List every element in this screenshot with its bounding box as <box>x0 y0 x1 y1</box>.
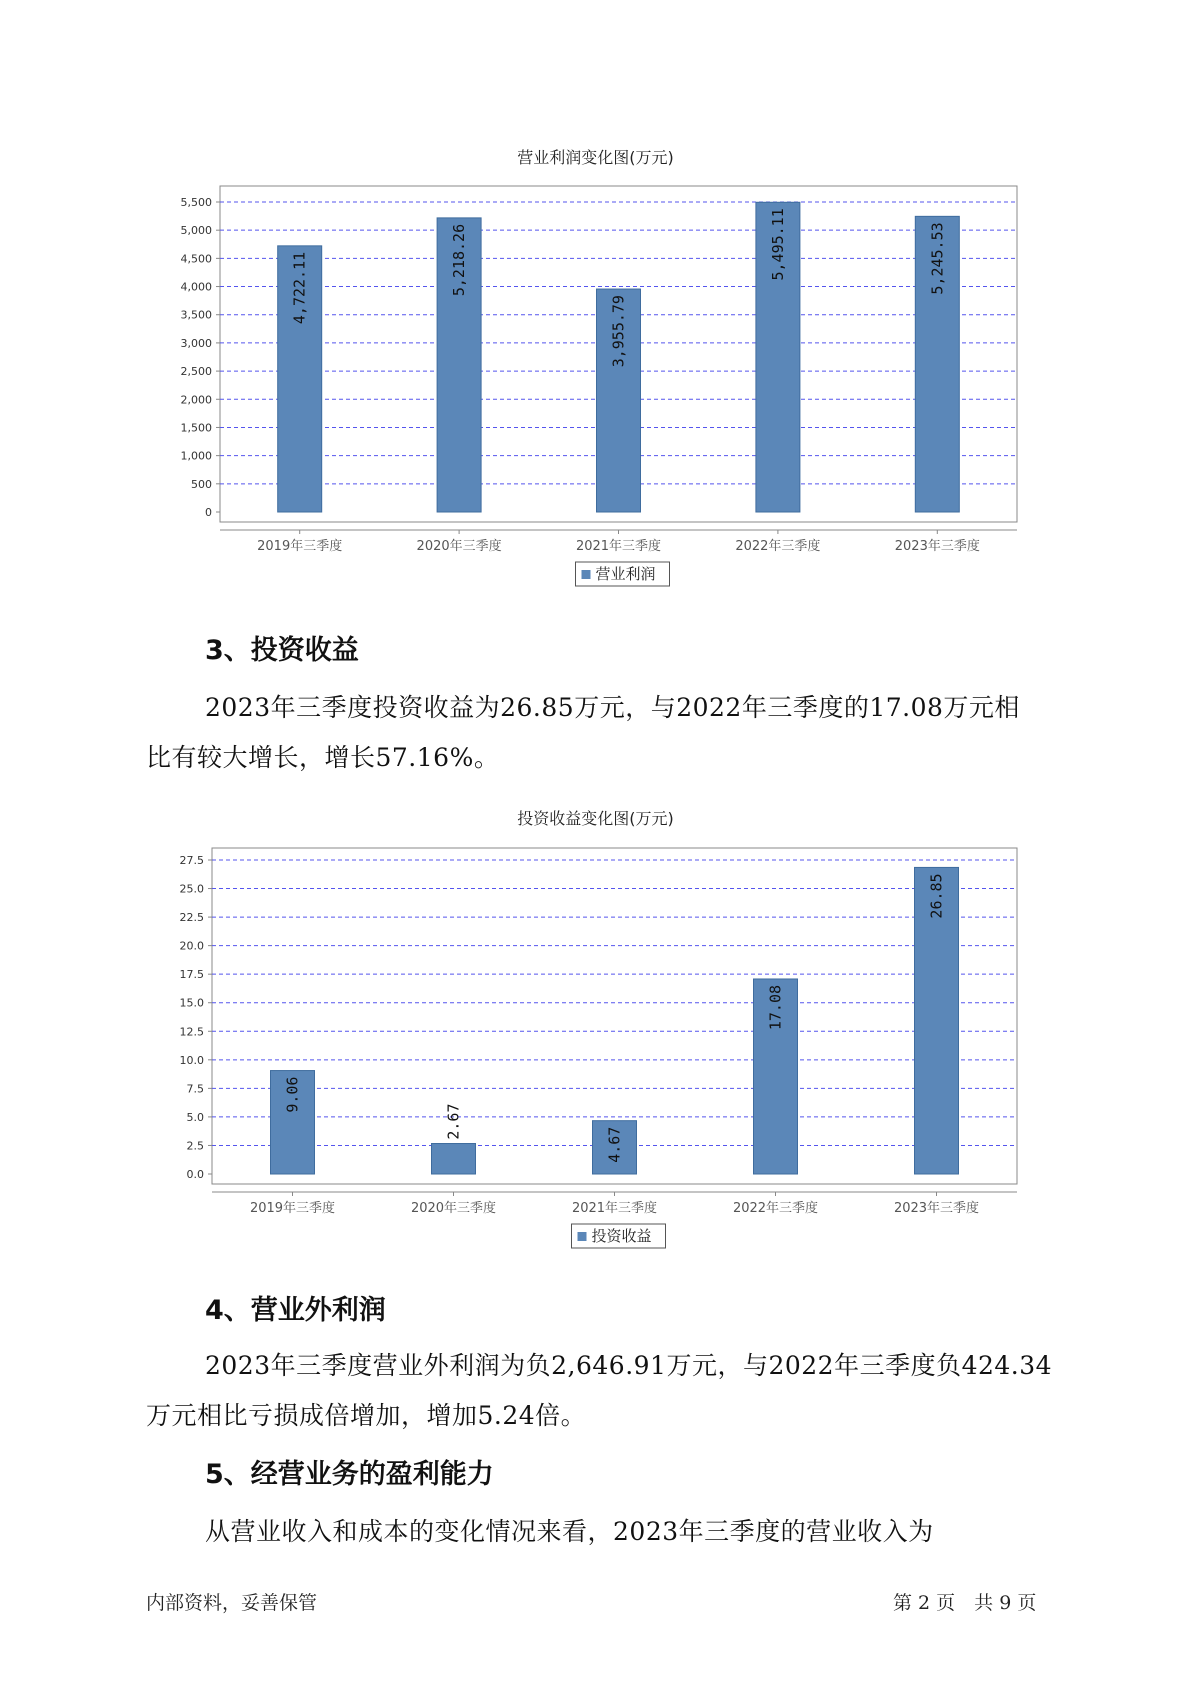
x-tick-label: 2020年三季度 <box>410 1201 497 1216</box>
x-tick-label: 2021年三季度 <box>575 539 662 554</box>
y-tick-label: 2,500 <box>180 365 212 379</box>
y-tick-label: 3,000 <box>180 336 212 350</box>
heading-investment-income: 3、投资收益 <box>205 635 359 666</box>
y-tick-label: 3,500 <box>180 308 212 322</box>
y-tick-label: 2,000 <box>180 393 212 407</box>
data-label: 5,245.53 <box>928 222 947 295</box>
y-tick-label: 20.0 <box>179 939 204 953</box>
y-tick-label: 12.5 <box>179 1025 204 1039</box>
data-label: 3,955.79 <box>609 295 628 368</box>
y-tick-label: 2.5 <box>186 1139 204 1153</box>
y-tick-label: 5,500 <box>180 196 212 209</box>
y-tick-label: 27.5 <box>179 854 204 867</box>
y-tick-label: 7.5 <box>186 1082 204 1096</box>
data-label: 5,495.11 <box>768 208 787 281</box>
x-tick-label: 2019年三季度 <box>249 1201 336 1216</box>
paragraph-line: 比有较大增长，增长57.16%。 <box>146 743 500 772</box>
footer-confidential: 内部资料，妥善保管 <box>146 1592 318 1614</box>
data-label: 2.67 <box>444 1103 463 1140</box>
y-tick-label: 1,500 <box>180 421 212 435</box>
y-tick-label: 4,500 <box>180 252 212 266</box>
y-tick-label: 4,000 <box>180 280 212 294</box>
y-tick-label: 22.5 <box>179 911 204 925</box>
footer-page-number: 第 2 页 共 9 页 <box>893 1592 1037 1614</box>
data-label: 4.67 <box>605 1126 624 1163</box>
x-tick-label: 2022年三季度 <box>735 539 821 554</box>
chart-title-operating-profit: 营业利润变化图(万元) <box>517 148 674 167</box>
y-tick-label: 500 <box>191 477 212 491</box>
y-tick-label: 5.0 <box>186 1110 204 1124</box>
y-tick-label: 0 <box>205 506 212 519</box>
y-tick-label: 1,000 <box>180 449 212 463</box>
legend-swatch <box>578 1232 587 1241</box>
y-tick-label: 0.0 <box>186 1168 204 1181</box>
y-tick-label: 25.0 <box>179 882 204 896</box>
legend-label: 投资收益 <box>591 1227 652 1245</box>
legend-label: 营业利润 <box>595 565 656 583</box>
x-tick-label: 2020年三季度 <box>416 539 502 554</box>
x-tick-label: 2022年三季度 <box>732 1201 819 1216</box>
data-label: 5,218.26 <box>450 223 469 297</box>
paragraph-line: 万元相比亏损成倍增加，增加5.24倍。 <box>146 1401 587 1430</box>
data-label: 4,722.11 <box>290 251 309 325</box>
paragraph-line: 从营业收入和成本的变化情况来看，2023年三季度的营业收入为 <box>205 1517 934 1546</box>
paragraph-line: 2023年三季度投资收益为26.85万元，与2022年三季度的17.08万元相 <box>205 693 1020 722</box>
x-tick-label: 2019年三季度 <box>257 539 343 554</box>
chart-title-investment-income: 投资收益变化图(万元) <box>517 809 674 828</box>
data-label: 26.85 <box>927 873 946 919</box>
y-tick-label: 10.0 <box>179 1053 204 1067</box>
paragraph-line: 2023年三季度营业外利润为负2,646.91万元，与2022年三季度负424.34 <box>205 1351 1053 1380</box>
heading-operating-profitability: 5、经营业务的盈利能力 <box>205 1459 494 1490</box>
heading-non-operating-profit: 4、营业外利润 <box>205 1295 386 1326</box>
x-tick-label: 2023年三季度 <box>894 539 980 554</box>
bar <box>432 1144 476 1174</box>
x-tick-label: 2021年三季度 <box>571 1201 658 1216</box>
y-tick-label: 15.0 <box>179 996 204 1010</box>
y-tick-label: 5,000 <box>180 224 212 238</box>
data-label: 9.06 <box>283 1076 302 1113</box>
data-label: 17.08 <box>766 984 785 1031</box>
x-tick-label: 2023年三季度 <box>893 1201 980 1216</box>
y-tick-label: 17.5 <box>179 968 204 982</box>
